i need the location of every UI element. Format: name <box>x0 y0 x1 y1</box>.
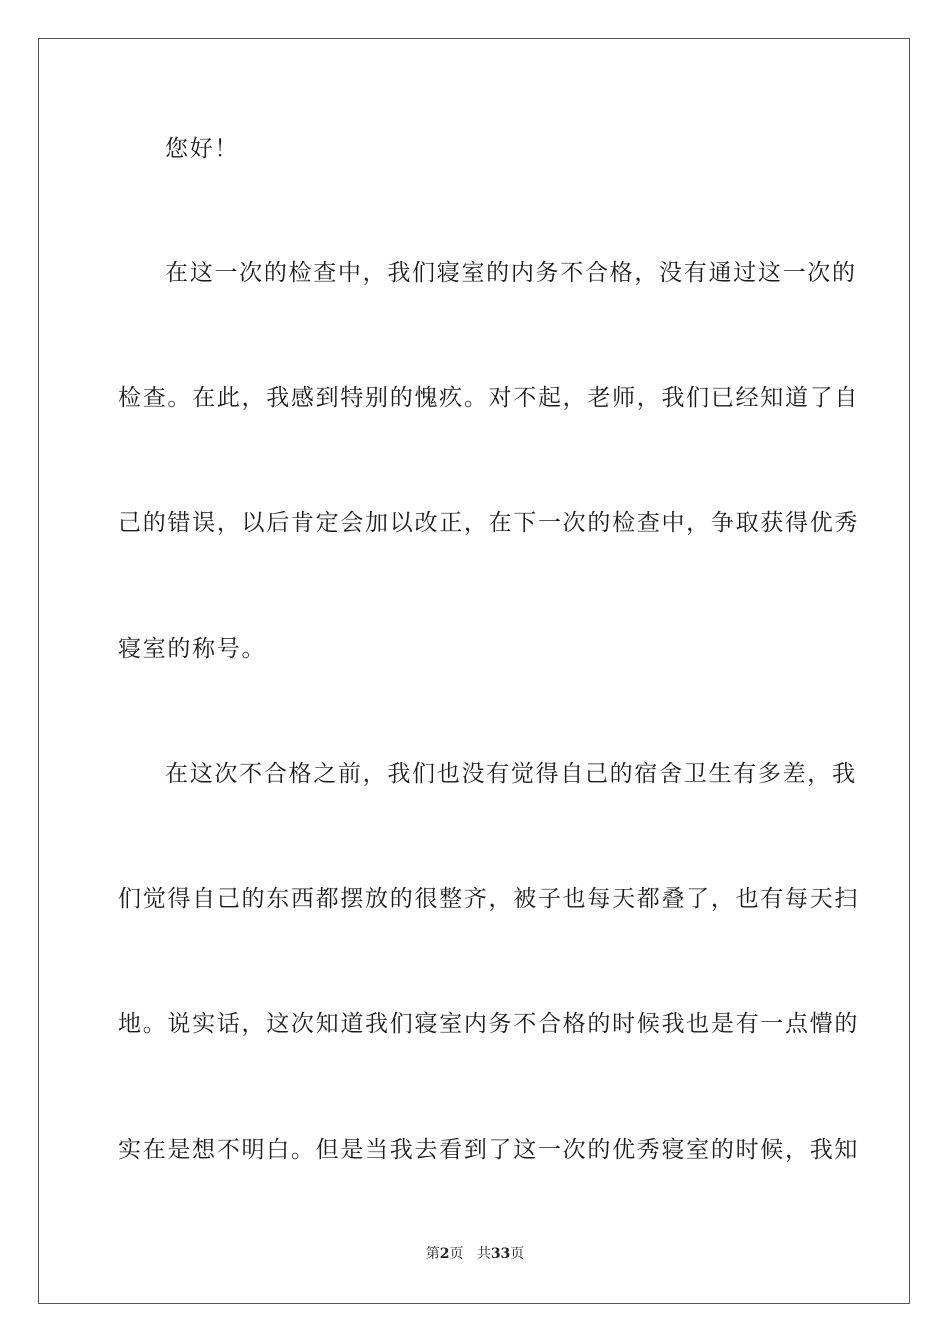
page-suffix: 页 <box>449 1246 464 1262</box>
paragraph-line: 己 的 错 误 ， 以 后 肯 定 会 加 以 改 正 ， 在 下 一 次 的 检 查 中 ， 争 取 获 得 优 秀 <box>118 510 860 536</box>
paragraph-line: 在 这 次 不 合 格 之 前 ， 我 们 也 没 有 觉 得 自 己 的 宿 舍 卫 生 有 多 差 ， 我 <box>165 761 857 787</box>
paragraph-line: 检 查 。 在 此 ， 我 感 到 特 别 的 愧 疚 。 对 不 起 ， 老 师 ， 我 们 已 经 知 道 了 自 <box>118 385 860 411</box>
paragraph-line: 寝室的称号。 <box>118 636 267 662</box>
total-prefix: 共 <box>476 1246 491 1262</box>
page-frame <box>38 38 910 1304</box>
total-suffix: 页 <box>510 1246 525 1262</box>
paragraph-line: 实 在 是 想 不 明 白 。 但 是 当 我 去 看 到 了 这 一 次 的 优 秀 寝 室 的 时 候 ， 我 知 <box>118 1137 860 1163</box>
page-prefix: 第 <box>425 1246 440 1262</box>
paragraph-line: 在 这 一 次 的 检 查 中 ， 我 们 寝 室 的 内 务 不 合 格 ， 没 有 通 过 这 一 次 的 <box>165 260 857 286</box>
paragraph-line: 地 。 说 实 话 ， 这 次 知 道 我 们 寝 室 内 务 不 合 格 的 时 候 我 也 是 有 一 点 懵 的 <box>118 1011 860 1037</box>
greeting: 您好！ <box>165 136 240 162</box>
page-number: 2 <box>439 1246 450 1262</box>
paragraph-line: 们 觉 得 自 己 的 东 西 都 摆 放 的 很 整 齐 ， 被 子 也 每 天 都 叠 了 ， 也 有 每 天 扫 <box>118 886 860 912</box>
total-pages: 33 <box>490 1246 511 1262</box>
page-footer <box>0 1244 950 1264</box>
